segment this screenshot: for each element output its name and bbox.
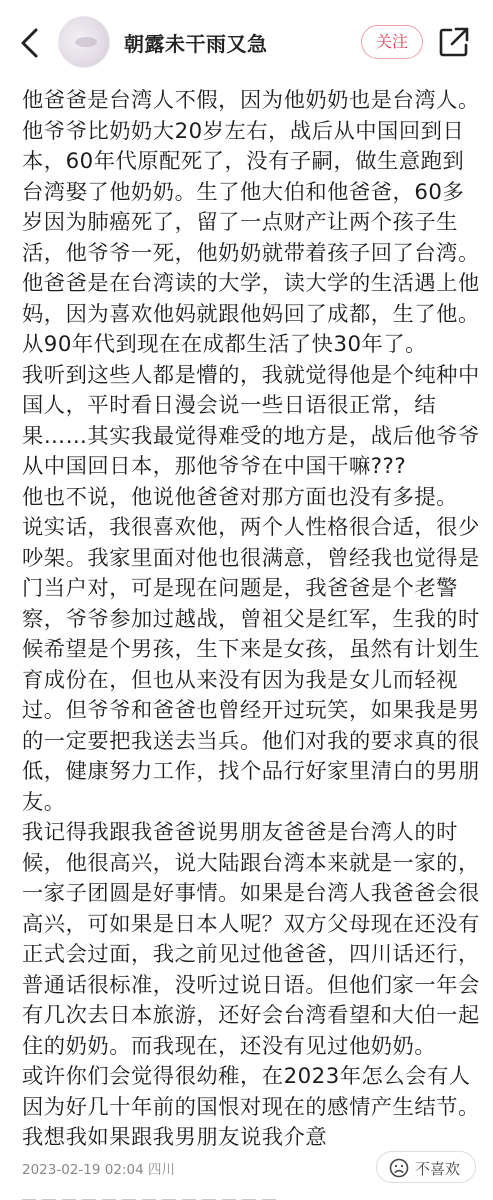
frown-face-icon bbox=[389, 1158, 409, 1178]
top-bar bbox=[0, 0, 493, 86]
post-paragraph: 说实话，我很喜欢他，两个人性格很合适，很少吵架。我家里面对他也很满意，曾经我也觉得是门当户对，可是现在问题是，我爸爸是个老警察，爷爷参加过越战，曾祖父是红军，生我的时候希望是个男孩，生下来是女孩，虽然有计划生育成份在，但也从来没有因为我是女儿而轻视过。但爷爷和爸爸也曾经开过玩笑，如果我是男的一定要把我送去当兵。他们对我的要求真的很低，健康努力工作，找个品行好家里清白的男朋友。 bbox=[22, 515, 480, 815]
post-paragraph: 我听到这些人都是懵的，我就觉得他是个纯种中国人，平时看日漫会说一些日语很正常，结果……其实我最觉得难受的地方是，战后他爷爷从中国回日本，那他爷爷在中国干嘛??? bbox=[22, 362, 480, 479]
username[interactable]: 朝露未干雨又急 bbox=[124, 32, 268, 56]
post-meta: 2023-02-19 02:04 四川 bbox=[22, 1162, 175, 1178]
follow-button[interactable]: 关注 bbox=[361, 25, 423, 59]
post-paragraph: 他爸爸是在台湾读的大学，读大学的生活遇上他妈，因为喜欢他妈就跟他妈回了成都，生了他。从90年代到现在在成都生活了快30年了。 bbox=[22, 271, 480, 357]
post-paragraph: 或许你们会觉得很幼稚，在2023年怎么会有人因为好几十年前的国恨对现在的感情产生结节。我想我如果跟我男朋友说我介意 bbox=[22, 1064, 480, 1150]
share-icon bbox=[436, 24, 472, 60]
cutoff-text-row bbox=[22, 1190, 322, 1200]
back-button[interactable] bbox=[14, 24, 48, 62]
post-paragraph: 我记得我跟我爸爸说男朋友爸爸是台湾人的时候，他很高兴，说大陆跟台湾本来就是一家的，一家子团圆是好事情。如果是台湾人我爸爸会很高兴，可如果是日本人呢？双方父母现在还没有正式会过面，我之前见过他爸爸，四川话还行，普通话很标准，没听过说日语。但他们家一年会有几次去日本旅游，还好会台湾看望和大伯一起住的奶奶。而我现在，还没有见过他奶奶。 bbox=[22, 820, 480, 1059]
post-body bbox=[22, 86, 484, 1154]
dislike-button[interactable] bbox=[376, 1151, 476, 1183]
dislike-label: 不喜欢 bbox=[415, 1160, 461, 1178]
post-paragraph: 他爸爸是台湾人不假，因为他奶奶也是台湾人。他爷爷比奶奶大20岁左右，战后从中国回到日本，60年代原配死了，没有子嗣，做生意跑到台湾娶了他奶奶。生了他大伯和他爸爸，60多岁因为肺癌死了，留了一点财产让两个孩子生活，他爷爷一死，他奶奶就带着孩子回了台湾。 bbox=[22, 88, 480, 266]
chevron-left-icon bbox=[14, 24, 48, 62]
avatar[interactable] bbox=[58, 16, 110, 68]
post-paragraph: 他也不说，他说他爸爸对那方面也没有多提。 bbox=[22, 484, 458, 510]
share-button[interactable] bbox=[436, 24, 472, 60]
